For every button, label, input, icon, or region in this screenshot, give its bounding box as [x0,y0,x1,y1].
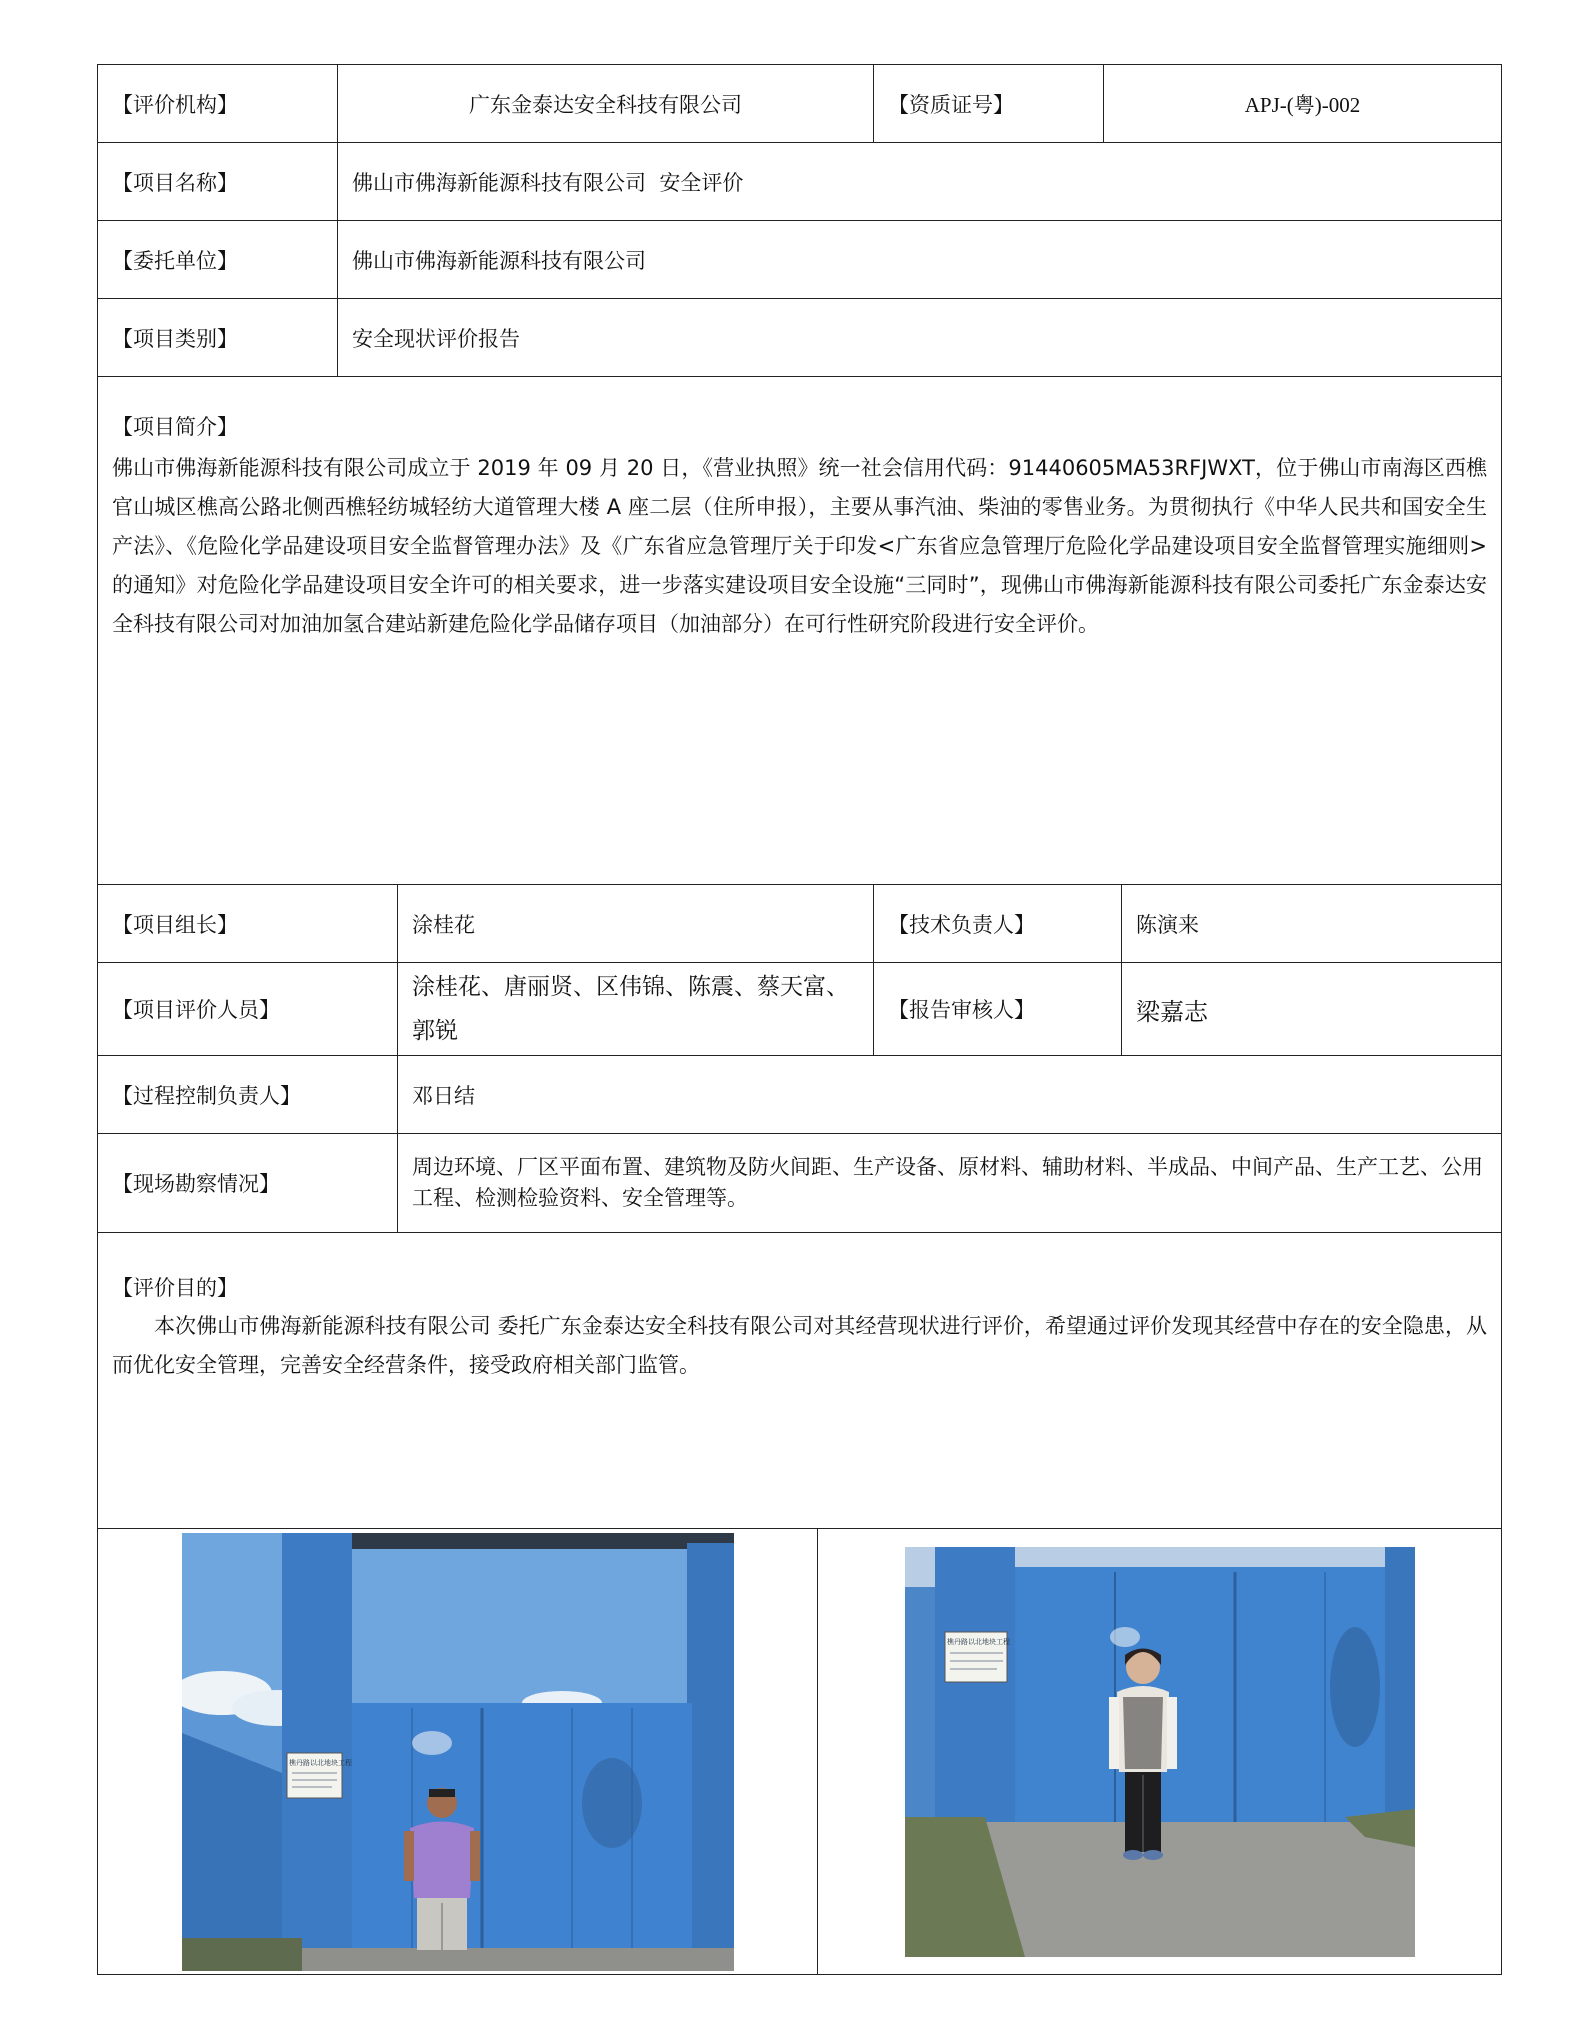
site-photo-woman [905,1547,1415,1957]
org-label: 【评价机构】 [98,65,338,142]
site-sign-text-right: 樵丹路以北地块工程 [946,1637,1010,1646]
tech-lead-label: 【技术负责人】 [874,885,1122,962]
reviewer-value: 梁嘉志 [1136,997,1208,1026]
project-intro-block [98,377,1501,885]
site-photo-left-cell [98,1529,818,1974]
leader-value: 涂桂花 [398,885,874,962]
members-label: 【项目评价人员】 [98,963,398,1055]
site-photo-right-cell [818,1529,1501,1974]
members-value: 涂桂花、唐丽贤、区伟锦、陈震、蔡天富、郭锐 [398,963,874,1055]
purpose-block [98,1233,1501,1529]
intro-heading: 【项目简介】 [112,415,238,439]
reviewer-label: 【报告审核人】 [874,963,1122,1055]
process-row [98,1056,1501,1134]
project-name-label: 【项目名称】 [98,143,338,220]
leader-row [98,885,1501,963]
category-row [98,299,1501,377]
members-row [98,963,1501,1056]
site-photo-man [182,1533,734,1971]
cert-value: APJ-(粤)-002 [1244,92,1361,117]
purpose-text: 本次佛山市佛海新能源科技有限公司 委托广东金泰达安全科技有限公司对其经营现状进行评价，希望通过评价发现其经营中存在的安全隐患，从而优化安全管理，完善安全经营条件，接受政府相关部门监管。 [112,1314,1487,1377]
cert-label: 【资质证号】 [874,65,1104,142]
client-row [98,221,1501,299]
survey-row [98,1134,1501,1233]
site-sign-text-left: 樵丹路以北地块工程 [288,1758,352,1767]
org-row [98,65,1501,143]
survey-value: 周边环境、厂区平面布置、建筑物及防火间距、生产设备、原材料、辅助材料、半成品、中间产品、生产工艺、公用工程、检测检验资料、安全管理等。 [412,1155,1483,1210]
evaluation-info-table [97,64,1502,1975]
survey-label: 【现场勘察情况】 [98,1134,398,1232]
category-value: 安全现状评价报告 [352,326,520,351]
process-label: 【过程控制负责人】 [98,1056,398,1133]
category-label: 【项目类别】 [98,299,338,376]
intro-text: 佛山市佛海新能源科技有限公司成立于 2019 年 09 月 20 日，《营业执照》统一社会信用代码：91440605MA53RFJWXT，位于佛山市南海区西樵官山城区樵高公路北侧西樵轻纺城轻纺大道管理大楼 A 座二层（住所申报），主要从事汽油、柴油的零售业务。为贯彻执行《中华人民共和国安全生产法》、《危险化学品建设项目安全监督管理办法》及《广东省应急管理厅关于印发<广东省应急管理厅危险化学品建设项目安全监督管理实施细则>的通知》对危险化学品建设项目安全许可的相关要求，进一步落实建设项目安全设施“三同时”，现佛山市佛海新能源科技有限公司委托广东金泰达安全科技有限公司对加油加氢合建站新建危险化学品储存项目（加油部分）在可行性研究阶段进行安全评价。 [112,456,1487,636]
site-photos-row [98,1529,1501,1974]
client-label: 【委托单位】 [98,221,338,298]
client-value: 佛山市佛海新能源科技有限公司 [352,248,646,273]
leader-label: 【项目组长】 [98,885,398,962]
purpose-heading: 【评价目的】 [112,1276,238,1300]
project-name-value: 佛山市佛海新能源科技有限公司 安全评价 [352,170,744,195]
org-value: 广东金泰达安全科技有限公司 [338,65,874,142]
project-name-row [98,143,1501,221]
tech-lead-value: 陈演来 [1136,912,1199,937]
process-value: 邓日结 [412,1083,475,1108]
